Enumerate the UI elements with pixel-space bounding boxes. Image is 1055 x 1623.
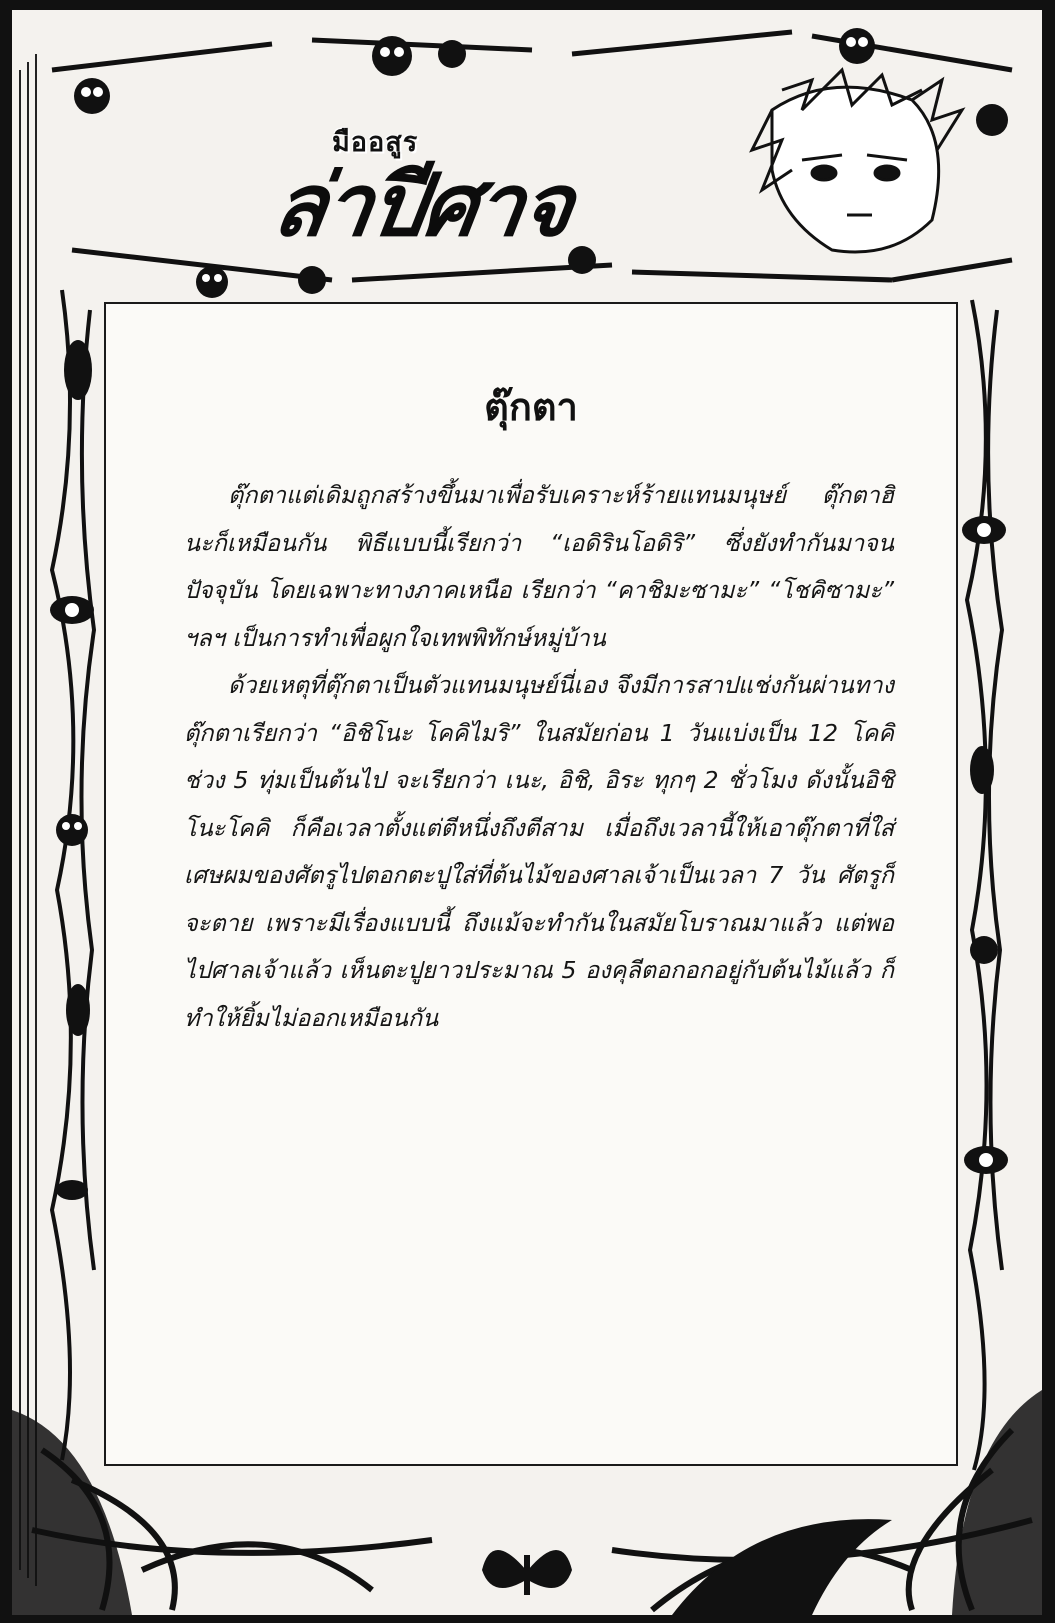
article-title: ตุ๊กตา: [484, 385, 578, 429]
article-paragraph: ตุ๊กตาแต่เดิมถูกสร้างขึ้นมาเพื่อรับเคราะห์ร้ายแทนมนุษย์ ตุ๊กตาฮินะก็เหมือนกัน พิธีแบบนี้เรียกว่า “เอดิรินโอดิริ” ซึ่งยังทำกันมาจนปัจจุบัน โดยเฉพาะทางภาคเหนือ เรียกว่า “คาชิมะซามะ” “โชคิซามะ” ฯลฯ เป็นการทำเพื่อผูกใจเทพพิทักษ์หมู่บ้าน: [184, 481, 894, 652]
book-page: [12, 10, 1042, 1615]
article-panel: [104, 302, 958, 1466]
logo-title: ล่าปีศาจ: [266, 156, 578, 256]
article-paragraph: ด้วยเหตุที่ตุ๊กตาเป็นตัวแทนมนุษย์นี่เอง จึงมีการสาปแช่งกันผ่านทางตุ๊กตาเรียกว่า “อิชิโนะ โคคิไมริ” ในสมัยก่อน 1 วันแบ่งเป็น 12 โคคิ ช่วง 5 ทุ่มเป็นต้นไป จะเรียกว่า เนะ, อิชิ, อิระ ทุกๆ 2 ชั่วโมง ดังนั้นอิชิโนะโคคิ ก็คือเวลาตั้งแต่ตีหนึ่งถึงตีสาม เมื่อถึงเวลานี้ให้เอาตุ๊กตาที่ใส่เศษผมของศัตรูไปตอกตะปูใส่ที่ต้นไม้ของศาลเจ้าเป็นเวลา 7 วัน ศัตรูก็จะตาย เพราะมีเรื่องแบบนี้ ถึงแม้จะทำกันในสมัยโบราณมาแล้ว แต่พอไปศาลเจ้าแล้ว เห็นตะปูยาวประมาณ 5 องคุลีตอกอกอยู่กับต้นไม้แล้ว ก็ทำให้ยิ้มไม่ออกเหมือนกัน: [184, 671, 894, 1032]
logo-subtitle: มืออสูร: [332, 127, 419, 158]
character-illustration: [752, 70, 962, 252]
series-logo: [266, 102, 688, 256]
article-body: [184, 472, 894, 1042]
butterfly: [482, 1550, 572, 1595]
